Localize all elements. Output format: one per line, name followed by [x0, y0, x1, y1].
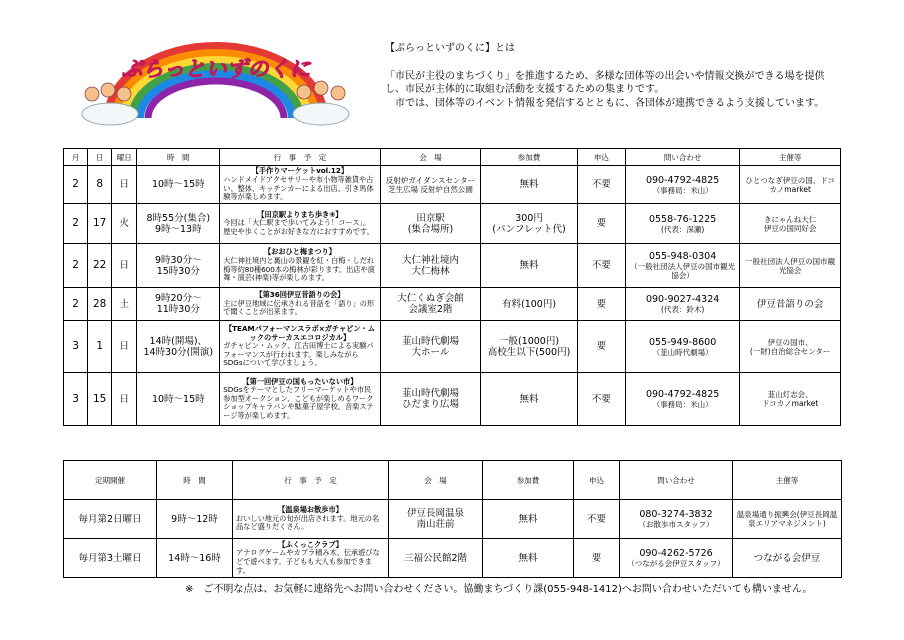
event-venue: 韮山時代劇場 ひだまり広場 — [380, 373, 481, 426]
character-3-icon — [117, 87, 131, 101]
event-title: 【第一回伊豆の国もったいない市】 — [242, 376, 358, 386]
event-description: 大仁神社境内と裏山の景観を紅・白梅・しだれ梅等約80種600本の梅林が彩ります。出店や演舞・演芸(神楽)等が楽しめます。 — [223, 255, 375, 283]
event-contact-note: （一般社団法人伊豆の国市観光協会） — [630, 262, 736, 280]
event-row — [64, 373, 841, 426]
event-contact — [625, 373, 739, 426]
regular-header-cell: 主催等 — [733, 461, 842, 500]
event-month: 2 — [64, 244, 88, 288]
regular-contact-phone: 080-3274-3832 — [639, 509, 713, 520]
event-description: ガチャピン・ムック、江古田博士による実験パフォーマンスが行われます。楽しみながらSDGsについて学びましょう。 — [223, 341, 374, 368]
character-5-icon — [314, 81, 328, 95]
regular-contact — [620, 539, 733, 578]
regular-host: つながる会伊豆 — [733, 539, 842, 578]
event-month: 3 — [64, 321, 88, 373]
events-table — [63, 148, 841, 426]
intro-section — [385, 42, 825, 110]
event-month: 2 — [64, 166, 88, 204]
event-day: 8 — [88, 166, 112, 204]
event-content — [220, 204, 380, 244]
event-contact — [625, 288, 739, 321]
event-description: 今回は「大仁駅まで歩いてみよう！コース」。歴史や歩くことがお好きな方におすすめです。 — [223, 218, 374, 236]
event-apply: 要 — [577, 288, 625, 321]
event-weekday: 日 — [112, 244, 137, 288]
event-host: ひとつなぎ伊豆の国、ドコカノmarket — [740, 166, 841, 204]
event-description: SDGsをテーマとしたフリーマーケットや市民参加型オークション、こどもが楽しめるワークショップキャラバンや駄菓子屋学校、音楽ステージ等が楽しめます。 — [223, 385, 374, 420]
event-contact-note: (代表：鈴木) — [660, 305, 705, 314]
event-title: 【おおひと梅まつり】 — [263, 247, 336, 257]
event-fee: 無料 — [481, 373, 577, 426]
regular-header-cell: 参加費 — [483, 461, 574, 500]
event-weekday: 日 — [112, 321, 137, 373]
events-header-cell: 時 間 — [137, 149, 220, 166]
regular-contact-note: （お散歩市スタッフ） — [638, 520, 714, 529]
event-month: 2 — [64, 204, 88, 244]
events-body — [64, 166, 841, 426]
events-header-cell: 曜日 — [112, 149, 137, 166]
events-header-row — [64, 149, 841, 166]
event-apply: 不要 — [577, 166, 625, 204]
regular-contact — [620, 500, 733, 539]
event-fee: 一般(1000円) 高校生以下(500円) — [481, 321, 577, 373]
event-day: 15 — [88, 373, 112, 426]
event-content — [220, 288, 380, 321]
event-host: 一般社団法人伊豆の国市観光協会 — [740, 244, 841, 288]
regular-fee: 無料 — [483, 500, 574, 539]
intro-paragraph-1: 「市民が主役のまちづくり」を推進するため、多様な団体等の出会いや情報交換ができる場を提供し、市民が主体的に取組む活動を支援するための集まりです。 — [385, 70, 825, 95]
regular-schedule: 毎月第2日曜日 — [64, 500, 157, 539]
character-1-icon — [85, 87, 99, 101]
event-contact-note: (代表：深瀬) — [660, 224, 705, 234]
event-contact — [625, 166, 739, 204]
regular-header-cell: 行 事 予 定 — [233, 461, 389, 500]
event-contact-phone: 090-4792-4825 — [645, 174, 720, 186]
event-row — [64, 204, 841, 244]
regular-header-cell: 会 場 — [389, 461, 483, 500]
regular-title: 【温泉場お散歩市】 — [278, 505, 343, 515]
character-2-icon — [101, 83, 115, 97]
event-venue: 反射炉ガイダンスセンター芝生広場 反射炉自然公園 — [380, 166, 481, 204]
regular-time: 9時〜12時 — [157, 500, 233, 539]
regular-header-cell: 定期開催 — [64, 461, 157, 500]
regular-schedule: 毎月第3土曜日 — [64, 539, 157, 578]
event-content — [220, 166, 380, 204]
event-description: 主に伊豆地域に伝承される昔話を「語り」の形で聞くことが出来ます。 — [223, 298, 375, 317]
events-header-cell: 申込 — [577, 149, 625, 166]
event-apply: 不要 — [577, 373, 625, 426]
regular-header-row — [64, 461, 842, 500]
regular-event-row — [64, 500, 842, 539]
event-time: 8時55分(集合) 9時〜13時 — [137, 204, 220, 244]
character-4-icon — [297, 85, 311, 99]
event-fee: 300円 (パンフレット代) — [481, 204, 577, 244]
event-day: 17 — [88, 204, 112, 244]
regular-time: 14時〜16時 — [157, 539, 233, 578]
regular-header-cell: 時 間 — [157, 461, 233, 500]
event-apply: 要 — [577, 204, 625, 244]
events-header-cell: 会 場 — [380, 149, 481, 166]
event-weekday: 日 — [112, 166, 137, 204]
events-header-cell: 日 — [88, 149, 112, 166]
event-contact — [625, 244, 739, 288]
regular-venue: 三福公民館2階 — [389, 539, 483, 578]
event-apply: 不要 — [577, 244, 625, 288]
event-contact-phone: 090-4792-4825 — [645, 389, 720, 400]
event-day: 1 — [88, 321, 112, 373]
intro-paragraph-2: 市では、団体等のイベント情報を発信するとともに、各団体が連携できるよう支援しています。 — [385, 97, 825, 109]
event-day: 28 — [88, 288, 112, 321]
regular-header-cell: 問い合わせ — [620, 461, 733, 500]
regular-content — [233, 500, 389, 539]
event-weekday: 火 — [112, 204, 137, 244]
regular-description: アナログゲームやカプラ積み木、伝承遊びなどで遊べます。子どもも大人も参加できます。 — [236, 548, 380, 575]
event-contact-phone: 055-948-0304 — [648, 251, 717, 262]
event-contact — [625, 204, 739, 244]
event-time: 10時〜15時 — [137, 373, 220, 426]
event-contact-note: （事務局：米山） — [652, 400, 713, 409]
regular-venue: 伊豆長岡温泉 南山荘前 — [389, 500, 483, 539]
event-month: 3 — [64, 373, 88, 426]
event-content — [220, 321, 380, 373]
events-header-cell: 行 事 予 定 — [220, 149, 380, 166]
event-host: きにゃんね大仁 伊豆の国同好会 — [740, 204, 841, 244]
event-title: 【TEAMパフォーマンスラボ×ガチャピン・ムックのサーカスエコロジカル】 — [224, 324, 375, 342]
event-venue: 大仁神社境内 大仁梅林 — [380, 244, 481, 288]
regular-description: おいしい地元の旬が出店されます。地元の名品など盛りだくさん。 — [236, 513, 380, 532]
event-contact — [625, 321, 739, 373]
regular-content — [233, 539, 389, 578]
event-host: 韮山灯志会、 ドコカノmarket — [740, 373, 841, 426]
regular-header-cell: 申込 — [574, 461, 620, 500]
regular-host: 温泉場通り振興会(伊豆長岡温泉エリアマネジメント) — [733, 500, 842, 539]
rainbow-logo — [78, 36, 353, 126]
event-venue: 韮山時代劇場 大ホール — [380, 321, 481, 373]
event-apply: 要 — [577, 321, 625, 373]
event-content — [220, 244, 380, 288]
events-header-cell: 月 — [64, 149, 88, 166]
event-time: 14時(開場)、 14時30分(開演) — [137, 321, 220, 373]
event-fee: 無料 — [481, 244, 577, 288]
event-fee: 無料 — [481, 166, 577, 204]
event-host: 伊豆昔語りの会 — [740, 288, 841, 321]
event-title: 【田京駅よりまち歩き④】 — [257, 209, 343, 219]
regular-events-table — [63, 460, 842, 578]
event-time: 10時〜15時 — [137, 166, 220, 204]
regular-contact-phone: 090-4262-5726 — [639, 548, 713, 559]
regular-apply: 不要 — [574, 500, 620, 539]
event-time: 9時30分〜 15時30分 — [137, 244, 220, 288]
event-time: 9時20分〜 11時30分 — [137, 288, 220, 321]
event-description: ハンドメイドアクセサリーや布小物等雑貨や占い、整体、キッチンカーによる出店、引き馬体験等が楽しめます。 — [223, 174, 374, 202]
regular-title: 【ふくっこクラブ】 — [278, 539, 343, 549]
event-row — [64, 288, 841, 321]
event-month: 2 — [64, 288, 88, 321]
event-day: 22 — [88, 244, 112, 288]
event-row — [64, 244, 841, 288]
event-venue: 大仁くぬぎ会館 会議室2階 — [380, 288, 481, 321]
intro-heading: 【ぷらっといずのくに】とは — [385, 43, 515, 54]
events-header-cell: 参加費 — [481, 149, 577, 166]
logo-text: ぷらっといずのくに — [121, 57, 311, 81]
events-header-cell: 主催等 — [740, 149, 841, 166]
event-title: 【第36回伊豆昔語りの会】 — [255, 290, 345, 300]
regular-apply: 要 — [574, 539, 620, 578]
regular-event-row — [64, 539, 842, 578]
event-title: 【手作りマーケットvol.12】 — [251, 166, 349, 176]
event-venue: 田京駅 (集合場所) — [380, 204, 481, 244]
event-content — [220, 373, 380, 426]
events-header-cell: 問い合わせ — [625, 149, 739, 166]
character-6-icon — [331, 86, 345, 100]
event-host: 伊豆の国市、 (一財)自治総合センター — [740, 321, 841, 373]
event-row — [64, 166, 841, 204]
event-weekday: 日 — [112, 373, 137, 426]
event-contact-phone: 0558-76-1225 — [648, 213, 717, 225]
event-contact-phone: 055-949-8600 — [648, 336, 717, 348]
regular-contact-note: （つながる会伊豆スタッフ） — [627, 559, 725, 568]
event-weekday: 土 — [112, 288, 137, 321]
event-contact-note: （韮山時代劇場） — [652, 347, 713, 357]
regular-fee: 無料 — [483, 539, 574, 578]
event-fee: 有料(100円) — [481, 288, 577, 321]
footer-note: ※ ご不明な点は、お気軽に連絡先へお問い合わせください。協働まちづくり課(055-948-1412)へお問い合わせいただいても構いません。 — [185, 584, 813, 595]
event-contact-phone: 090-9027-4324 — [645, 294, 720, 305]
event-contact-note: （事務局：米山） — [652, 185, 713, 195]
regular-body — [64, 500, 842, 578]
event-row — [64, 321, 841, 373]
